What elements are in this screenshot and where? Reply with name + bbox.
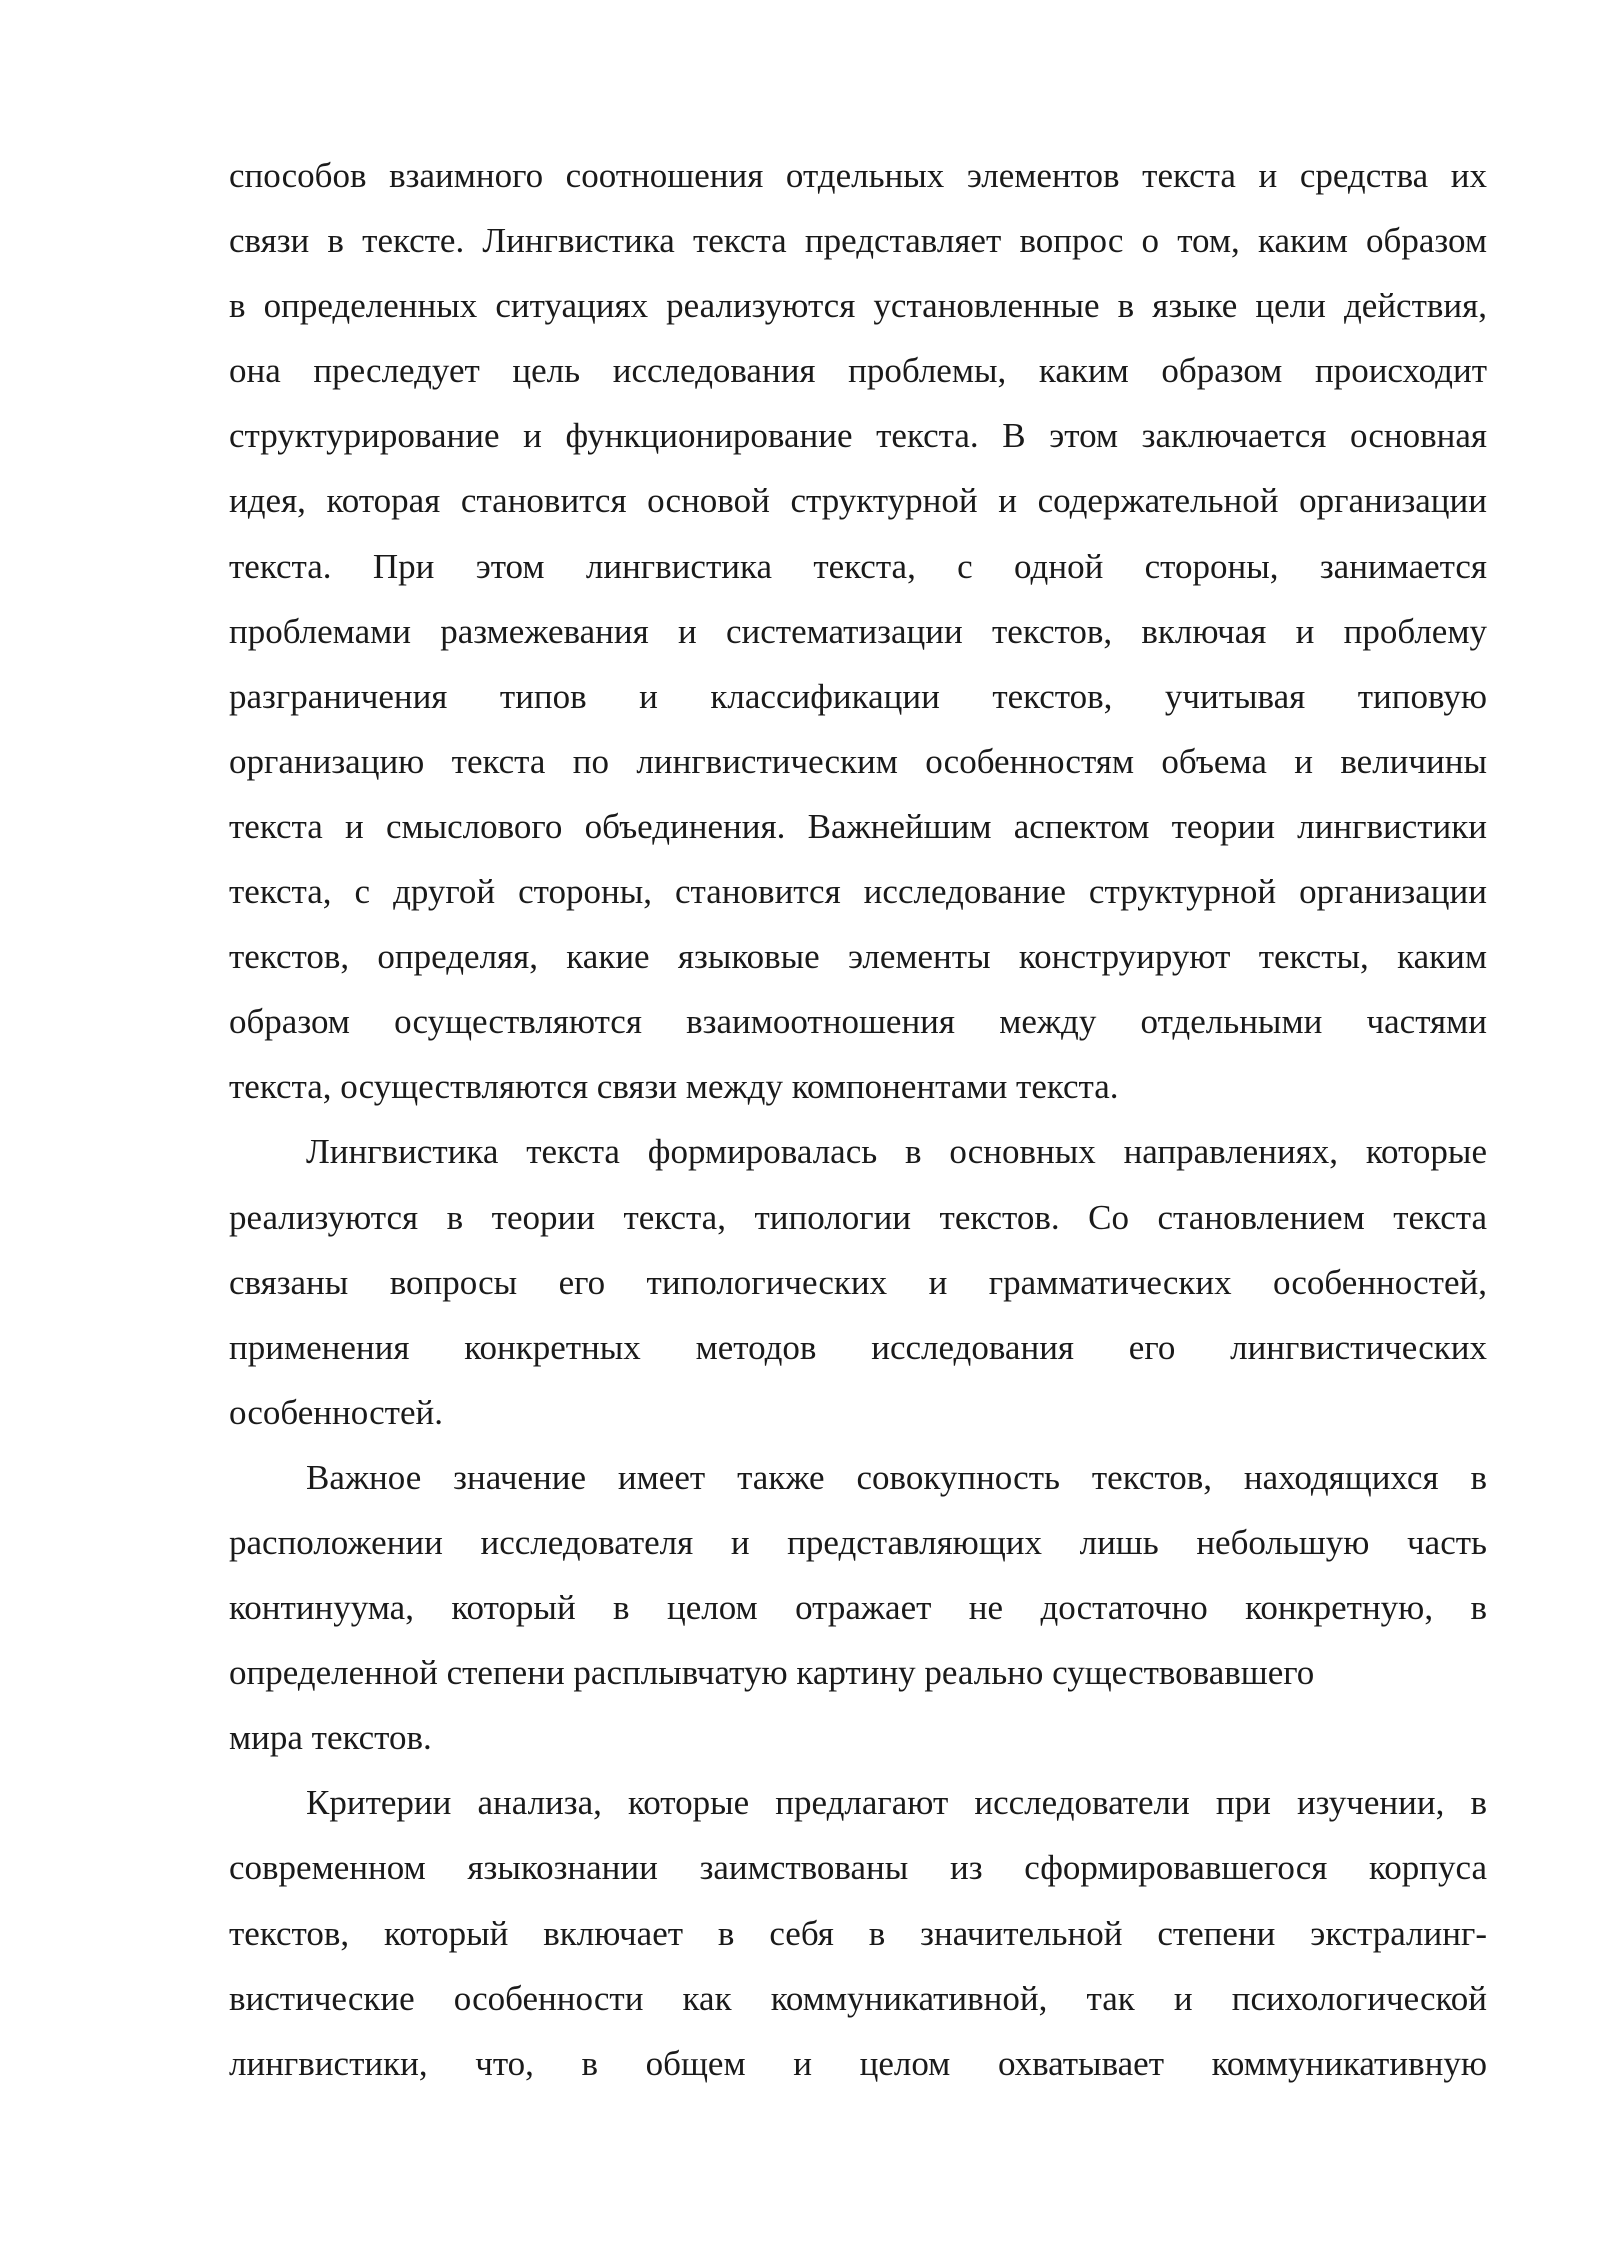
text-line: идея, которая становится основой структурной и содержательной организации [229,481,1487,521]
text-line: текста и смыслового объединения. Важнейшим аспектом теории лингвистики [229,806,1487,846]
paragraph-first-line: Критерии анализа, которые предлагают исследователи при изучении, в [306,1783,1487,1823]
text-line: проблемами размежевания и систематизации текстов, включая и проблему [229,611,1487,651]
text-line: связи в тексте. Лингвистика текста представляет вопрос о том, каким образом [229,221,1487,261]
text-line: особенностей. [229,1392,443,1432]
text-line: мира текстов. [229,1718,432,1758]
text-line: определенной степени расплывчатую картину реально существовавшего [229,1653,1315,1693]
text-line: расположении исследователя и представляющих лишь небольшую часть [229,1522,1487,1562]
body-text [229,143,1487,2096]
text-line: применения конкретных методов исследования его лингвистических [229,1327,1487,1367]
text-line: текста, осуществляются связи между компонентами текста. [229,1067,1119,1107]
paragraph-first-line: Важное значение имеет также совокупность текстов, находящихся в [306,1457,1487,1497]
text-line: разграничения типов и классификации текстов, учитывая типовую [229,676,1487,716]
paragraph-first-line: Лингвистика текста формировалась в основных направлениях, которые [306,1132,1487,1172]
text-line: континуума, который в целом отражает не достаточно конкретную, в [229,1588,1487,1628]
text-line: текста. При этом лингвистика текста, с одной стороны, занимается [229,546,1487,586]
text-line: организацию текста по лингвистическим особенностям объема и величины [229,741,1487,781]
text-line: лингвистики, что, в общем и целом охватывает коммуникативную [229,2043,1487,2083]
text-line: текстов, определяя, какие языковые элементы конструируют тексты, каким [229,937,1487,977]
text-line: текстов, который включает в себя в значительной степени экстралинг- [229,1913,1487,1953]
text-line: структурирование и функционирование текста. В этом заключается основная [229,416,1487,456]
text-line: современном языкознании заимствованы из сформировавшегося корпуса [229,1848,1487,1888]
text-line: образом осуществляются взаимоотношения между отдельными частями [229,1002,1487,1042]
text-line: связаны вопросы его типологических и грамматических особенностей, [229,1262,1487,1302]
text-line: реализуются в теории текста, типологии текстов. Со становлением текста [229,1197,1487,1237]
text-line: в определенных ситуациях реализуются установленные в языке цели действия, [229,286,1487,326]
text-line: она преследует цель исследования проблемы, каким образом происходит [229,351,1487,391]
text-line: вистические особенности как коммуникативной, так и психологической [229,1978,1487,2018]
text-line: текста, с другой стороны, становится исследование структурной организации [229,872,1487,912]
text-line: способов взаимного соотношения отдельных элементов текста и средства их [229,156,1487,195]
